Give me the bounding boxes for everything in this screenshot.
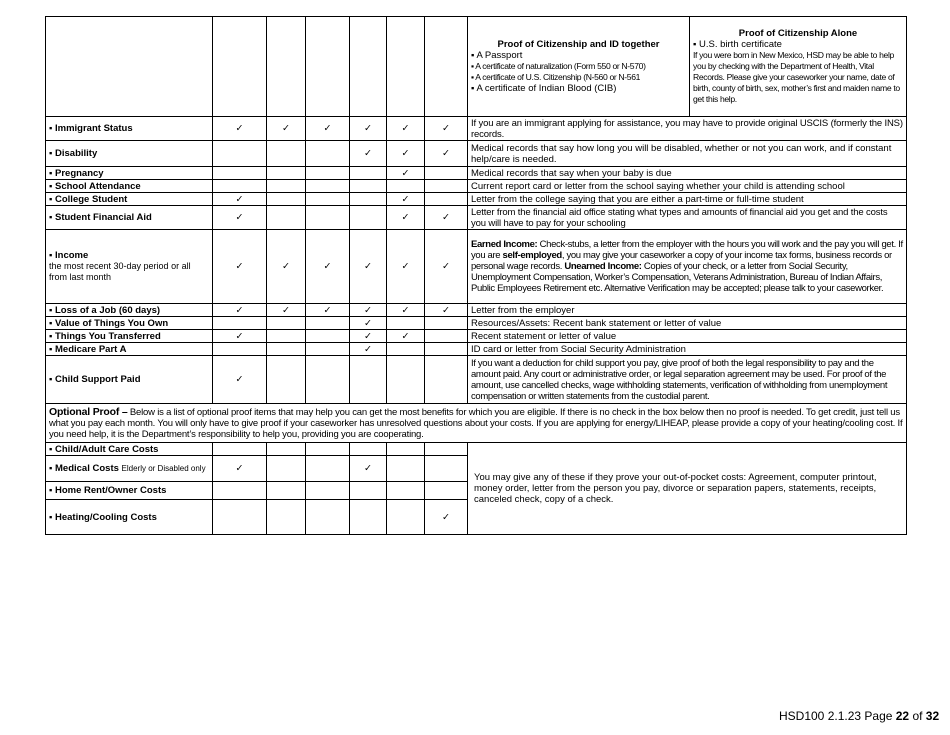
row-desc-school: Current report card or letter from the school saying whether your child is attending school xyxy=(468,180,907,193)
row-desc-aid: Letter from the financial aid office stating what types and amounts of financial aid you get and the costs you will have to pay for your schooling xyxy=(468,206,907,230)
table-row xyxy=(46,343,907,356)
row-label-disability: ▪ Disability xyxy=(46,141,213,167)
table-row xyxy=(46,304,907,317)
list-item: ▪ A certificate of Indian Blood (CIB) xyxy=(471,83,617,94)
check-mark: ✓ xyxy=(387,193,425,206)
citizenship-row xyxy=(46,17,907,117)
alone-text: If you were born in New Mexico, HSD may be able to help you by checking with the Department of Health, Vital Records. Please give your caseworker your name, date of birth, county of birth, sex, mother’s first and maiden name to get this help. xyxy=(693,50,900,104)
check-mark: ✓ xyxy=(387,304,425,317)
row-desc-transferred: Recent statement or letter of value xyxy=(468,330,907,343)
blank-cell xyxy=(46,17,213,117)
check-mark: ✓ xyxy=(350,117,387,141)
income-period-note: the most recent 30-day period or all from last month xyxy=(49,261,191,282)
check-mark: ✓ xyxy=(387,230,425,304)
optional-proof-text: Optional Proof – Below is a list of optional proof items that may help you can get the most benefits for which you are eligible. If there is no check in the box below then no proof is needed. To get credit, just tell us what you pay each month. You will only have to give proof if your caseworker has unresolved questions about your costs. If you are applying for energy/LIHEAP, please provide a copy of your heating/cooling cost. If you need help, it is the Department’s responsibility to help you, providing you are cooperating. xyxy=(46,404,907,443)
row-label-childcare: ▪ Child/Adult Care Costs xyxy=(46,443,213,456)
row-label-heating: ▪ Heating/Cooling Costs xyxy=(46,500,213,535)
check-mark: ✓ xyxy=(213,117,267,141)
check-mark: ✓ xyxy=(425,141,468,167)
check-mark: ✓ xyxy=(306,230,350,304)
check-mark: ✓ xyxy=(267,230,306,304)
table-row xyxy=(46,443,907,456)
row-label-aid: ▪ Student Financial Aid xyxy=(46,206,213,230)
row-label-pregnancy: ▪ Pregnancy xyxy=(46,167,213,180)
table-row xyxy=(46,193,907,206)
row-label-income: ▪ Income the most recent 30-day period or all from last month xyxy=(46,230,213,304)
costs-desc: You may give any of these if they prove your out-of-pocket costs: Agreement, computer printout, money order, letter from the person you pay, divorce or separation papers, statements, receipts, canceled check, copy of a check. xyxy=(468,443,907,535)
row-label-value: ▪ Value of Things You Own xyxy=(46,317,213,330)
row-desc-pregnancy: Medical records that say when your baby is due xyxy=(468,167,907,180)
check-mark: ✓ xyxy=(350,304,387,317)
check-mark: ✓ xyxy=(425,117,468,141)
check-mark: ✓ xyxy=(350,456,387,482)
medical-note: Elderly or Disabled only xyxy=(121,464,206,473)
table-row xyxy=(46,356,907,404)
check-mark: ✓ xyxy=(387,206,425,230)
check-mark: ✓ xyxy=(213,230,267,304)
check-mark: ✓ xyxy=(425,206,468,230)
check-mark: ✓ xyxy=(267,304,306,317)
page-footer: HSD100 2.1.23 Page 22 of 32 xyxy=(779,709,940,723)
row-desc-immigrant: If you are an immigrant applying for assistance, you may have to provide original USCIS (formerly the INS) records. xyxy=(468,117,907,141)
row-label-medical: ▪ Medical Costs Elderly or Disabled only xyxy=(46,456,213,482)
check-mark: ✓ xyxy=(306,117,350,141)
check-mark: ✓ xyxy=(306,304,350,317)
row-label-job: ▪ Loss of a Job (60 days) xyxy=(46,304,213,317)
list-item: ▪ A certificate of naturalization (Form 550 or N-570) xyxy=(471,61,646,71)
row-label-college: ▪ College Student xyxy=(46,193,213,206)
row-desc-job: Letter from the employer xyxy=(468,304,907,317)
row-desc-disability: Medical records that say how long you will be disabled, whether or not you can work, and if constant help/care is needed. xyxy=(468,141,907,167)
list-item: ▪ U.S. birth certificate xyxy=(693,39,782,50)
check-mark: ✓ xyxy=(387,117,425,141)
check-mark: ✓ xyxy=(425,500,468,535)
list-item: ▪ A Passport xyxy=(471,50,523,61)
table-row xyxy=(46,117,907,141)
check-mark: ✓ xyxy=(213,206,267,230)
check-mark: ✓ xyxy=(213,304,267,317)
table-row xyxy=(46,317,907,330)
table-row xyxy=(46,206,907,230)
row-desc-income: Earned Income: Check-stubs, a letter from the employer with the hours you will work and the pay you will get. If you are self-employed, you may give your caseworker a copy of your income tax forms, business records or personal wage records. Unearned Income: Copies of your check, or a letter from Social Security, Unemployment Compensation, Worker’s Compensation, Veterans Administration, Bureau of Indian Affairs, Public Employees Retirement etc. Alternative Verification may be accepted; please talk to your caseworker. xyxy=(468,230,907,304)
row-label-school: ▪ School Attendance xyxy=(46,180,213,193)
page-total: 32 xyxy=(925,709,940,723)
check-mark: ✓ xyxy=(267,117,306,141)
table-row xyxy=(46,330,907,343)
table-row xyxy=(46,167,907,180)
row-desc-childsupport: If you want a deduction for child support you pay, give proof of both the legal responsibility to pay and the amount paid. Any court or administrative order, or legal separation agreement may be used. For proof of the amount, use cancelled checks, wage withholding statements, verification of withholding from unemployment compensation or written statements from the custodial parent. xyxy=(468,356,907,404)
check-mark: ✓ xyxy=(425,230,468,304)
table-row xyxy=(46,180,907,193)
row-label-immigrant: ▪ Immigrant Status xyxy=(46,117,213,141)
table-row xyxy=(46,230,907,304)
list-item: ▪ A certificate of U.S. Citizenship (N-560 or N-561 xyxy=(471,72,641,82)
check-mark: ✓ xyxy=(350,141,387,167)
check-mark: ✓ xyxy=(387,167,425,180)
check-mark: ✓ xyxy=(387,141,425,167)
row-desc-value: Resources/Assets: Recent bank statement or letter of value xyxy=(468,317,907,330)
check-mark: ✓ xyxy=(213,356,267,404)
citizenship-alone: Proof of Citizenship Alone ▪ U.S. birth certificate If you were born in New Mexico, HSD may be able to help you by checking with the Department of Health, Vital Records. Please give your caseworker your name, date of birth, county of birth, sex, mother’s first and maiden name to get this help. xyxy=(690,17,907,117)
page-number: 22 xyxy=(895,709,910,723)
row-label-rent: ▪ Home Rent/Owner Costs xyxy=(46,482,213,500)
check-mark: ✓ xyxy=(350,330,387,343)
check-mark: ✓ xyxy=(213,330,267,343)
check-mark: ✓ xyxy=(350,343,387,356)
row-label-transferred: ▪ Things You Transferred xyxy=(46,330,213,343)
check-mark: ✓ xyxy=(350,317,387,330)
row-label-childsupport: ▪ Child Support Paid xyxy=(46,356,213,404)
check-mark: ✓ xyxy=(213,193,267,206)
row-desc-college: Letter from the college saying that you are either a part-time or full-time student xyxy=(468,193,907,206)
row-label-medicare: ▪ Medicare Part A xyxy=(46,343,213,356)
check-mark: ✓ xyxy=(425,304,468,317)
check-mark: ✓ xyxy=(387,330,425,343)
table-row xyxy=(46,141,907,167)
check-mark: ✓ xyxy=(213,456,267,482)
check-mark: ✓ xyxy=(350,230,387,304)
proof-requirements-table xyxy=(45,16,907,535)
row-desc-medicare: ID card or letter from Social Security Administration xyxy=(468,343,907,356)
optional-proof-row xyxy=(46,404,907,443)
citizenship-id-together: Proof of Citizenship and ID together ▪ A Passport ▪ A certificate of naturalization (Form 550 or N-570) ▪ A certificate of U.S. Citizenship (N-560 or N-561 ▪ A certificate of Indian Blood (CIB) xyxy=(468,17,690,117)
